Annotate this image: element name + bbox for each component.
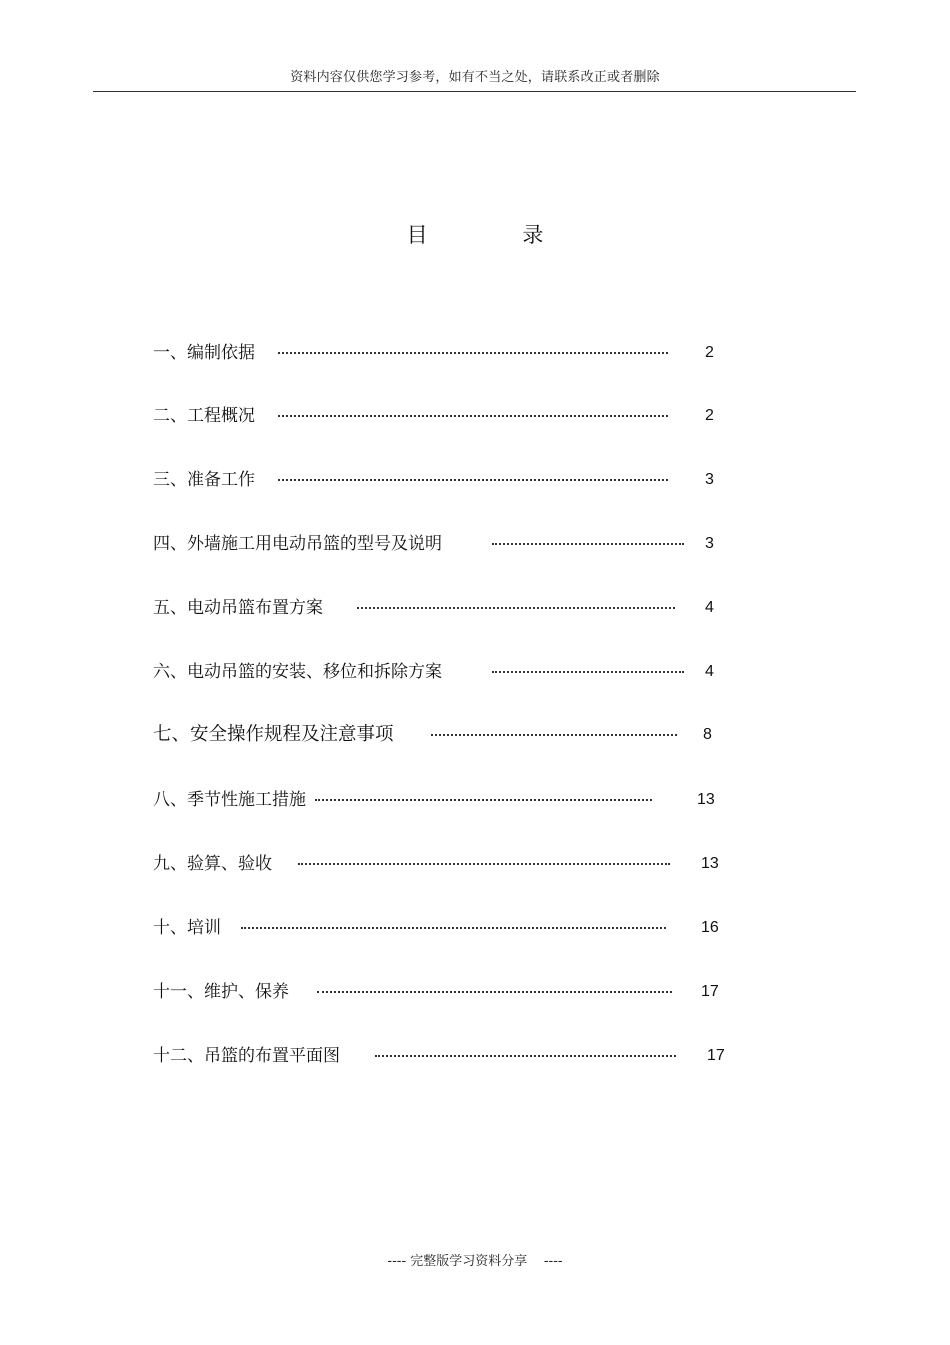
toc-entry-label: 六、电动吊篮的安装、移位和拆除方案 [153, 662, 442, 682]
toc-entry[interactable] [0, 1043, 950, 1069]
toc-entry-page: 13 [701, 855, 719, 872]
toc-entry[interactable] [0, 531, 950, 557]
toc-leader-dots [317, 991, 672, 993]
toc-entry-label: 三、准备工作 [153, 470, 255, 490]
toc-entry-page: 13 [697, 791, 715, 808]
toc-entry[interactable] [0, 595, 950, 621]
toc-entry[interactable] [0, 403, 950, 429]
toc-leader-dots [278, 352, 668, 354]
toc-entry-page: 17 [701, 983, 719, 1000]
page-footer-note: ---- 完整版学习资料分享 ---- [387, 1254, 563, 1269]
toc-entry-page: 3 [705, 535, 714, 552]
toc-entry-label: 五、电动吊篮布置方案 [153, 598, 323, 618]
toc-entry-label: 十一、维护、保养 [153, 982, 289, 1002]
toc-entry-page: 4 [705, 599, 714, 616]
toc-entry[interactable] [0, 722, 950, 748]
toc-entry[interactable] [0, 851, 950, 877]
header-divider [93, 91, 856, 92]
toc-leader-dots [315, 799, 652, 801]
toc-entry-label: 十、培训 [153, 918, 221, 938]
toc-entry[interactable] [0, 915, 950, 941]
toc-entry-page: 17 [707, 1047, 725, 1064]
toc-entry-label: 二、工程概况 [153, 406, 255, 426]
toc-leader-dots [357, 607, 675, 609]
toc-entry-label: 八、季节性施工措施 [153, 790, 306, 810]
toc-entry-label: 一、编制依据 [153, 343, 255, 363]
toc-leader-dots [375, 1055, 676, 1057]
toc-entry[interactable] [0, 659, 950, 685]
toc-entry-label: 十二、吊篮的布置平面图 [153, 1046, 340, 1066]
toc-entry-page: 4 [705, 663, 714, 680]
toc-leader-dots [492, 543, 684, 545]
toc-entry-page: 2 [705, 407, 714, 424]
toc-entry[interactable] [0, 787, 950, 813]
toc-entry[interactable] [0, 467, 950, 493]
toc-entry-label: 四、外墙施工用电动吊篮的型号及说明 [153, 534, 442, 554]
toc-entry[interactable] [0, 979, 950, 1005]
toc-leader-dots [278, 479, 668, 481]
toc-leader-dots [492, 671, 684, 673]
toc-entry-page: 2 [705, 344, 714, 361]
toc-leader-dots [431, 734, 677, 736]
toc-leader-dots [241, 927, 666, 929]
toc-entry-page: 8 [703, 726, 712, 743]
toc-title: 目 录 [406, 223, 588, 247]
toc-entry-page: 16 [701, 919, 719, 936]
toc-entry-label: 九、验算、验收 [153, 854, 272, 874]
toc-leader-dots [278, 415, 668, 417]
toc-entry[interactable] [0, 340, 950, 366]
toc-entry-page: 3 [705, 471, 714, 488]
toc-entry-label: 七、安全操作规程及注意事项 [153, 724, 394, 745]
toc-leader-dots [298, 863, 670, 865]
page-header-note: 资料内容仅供您学习参考，如有不当之处，请联系改正或者删除 [290, 70, 660, 85]
